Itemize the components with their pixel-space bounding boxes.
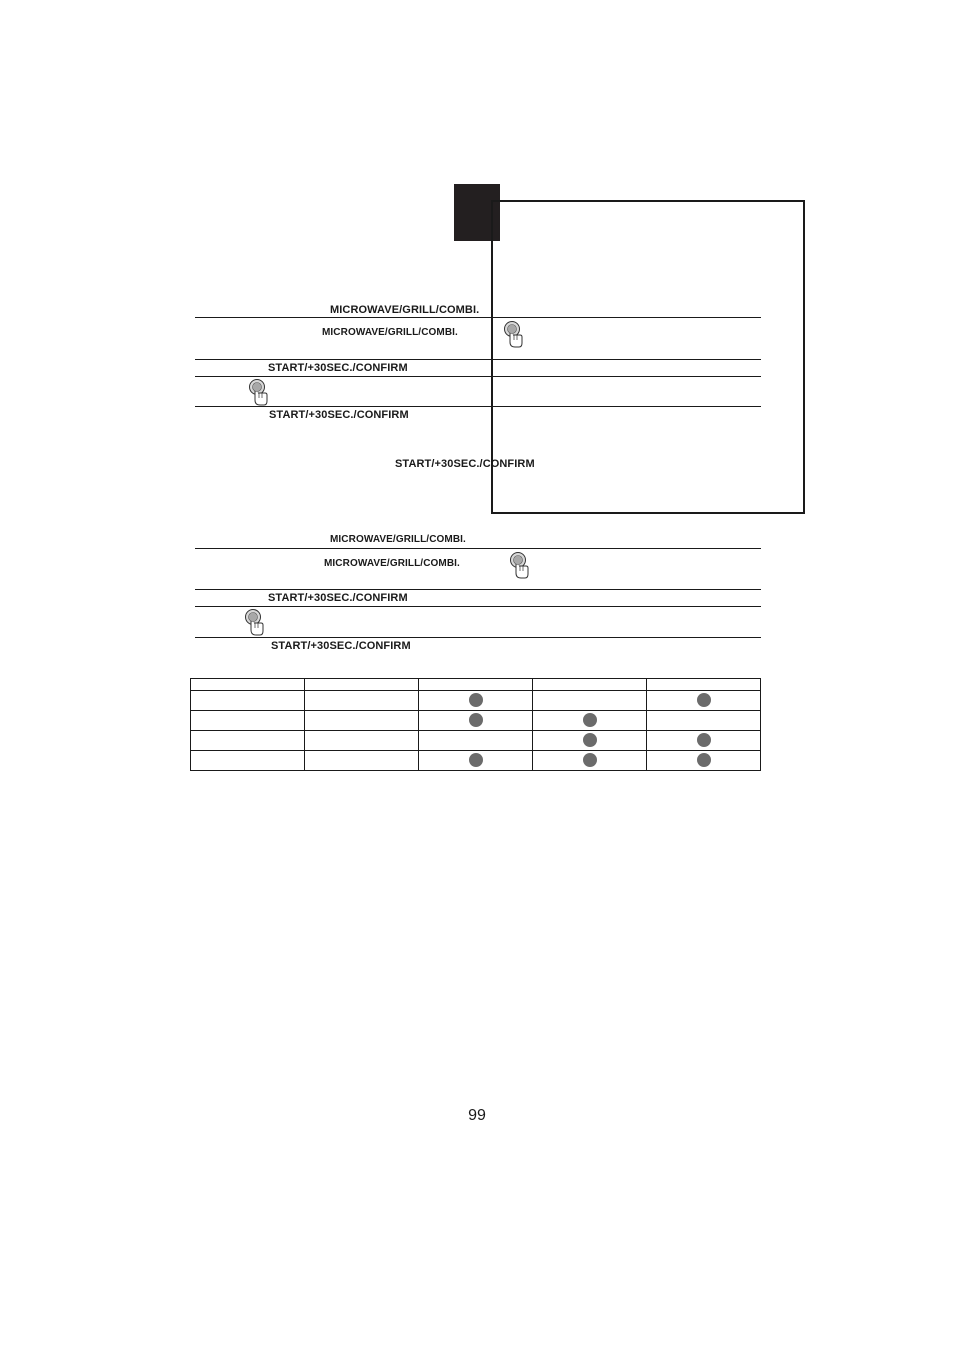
key-label-mode: MICROWAVE/GRILL/COMBI.: [330, 304, 480, 316]
dot-marker-icon: [583, 713, 597, 727]
divider: [195, 548, 761, 549]
dial-hand-icon: [242, 608, 266, 638]
dial-hand-icon: [246, 378, 270, 408]
dot-marker-icon: [697, 753, 711, 767]
table-cell: [191, 711, 305, 731]
table-cell: [533, 679, 647, 691]
mode-table: [190, 678, 761, 771]
dot-marker-icon: [469, 713, 483, 727]
table-cell: [533, 691, 647, 711]
table-row: [191, 751, 761, 771]
dot-marker-icon: [469, 693, 483, 707]
table-cell: [419, 751, 533, 771]
table-row: [191, 691, 761, 711]
key-label-start: START/+30SEC./CONFIRM: [271, 640, 411, 652]
key-label-start: START/+30SEC./CONFIRM: [269, 409, 409, 421]
key-label-mode: MICROWAVE/GRILL/COMBI.: [330, 534, 466, 545]
table-cell: [533, 751, 647, 771]
key-label-start: START/+30SEC./CONFIRM: [268, 592, 408, 604]
note-box: [491, 200, 805, 514]
table-row: [191, 711, 761, 731]
dot-marker-icon: [583, 753, 597, 767]
key-label-start: START/+30SEC./CONFIRM: [268, 362, 408, 374]
divider: [195, 359, 761, 360]
table-cell: [419, 679, 533, 691]
table-cell: [191, 751, 305, 771]
divider: [195, 606, 761, 607]
table-cell: [419, 691, 533, 711]
table-cell: [647, 679, 761, 691]
dot-marker-icon: [697, 693, 711, 707]
table-cell: [419, 711, 533, 731]
table-cell: [647, 751, 761, 771]
table-cell: [533, 711, 647, 731]
table-cell: [305, 751, 419, 771]
table-row: [191, 731, 761, 751]
dot-marker-icon: [697, 733, 711, 747]
dial-hand-icon: [507, 551, 531, 581]
table-cell: [191, 731, 305, 751]
divider: [195, 406, 761, 407]
key-label-mode: MICROWAVE/GRILL/COMBI.: [322, 327, 458, 338]
table-cell: [305, 679, 419, 691]
divider: [195, 637, 761, 638]
dial-hand-icon: [501, 320, 525, 350]
divider: [195, 376, 761, 377]
table-cell: [191, 691, 305, 711]
key-label-start: START/+30SEC./CONFIRM: [395, 458, 535, 470]
dot-marker-icon: [583, 733, 597, 747]
table-header-row: [191, 679, 761, 691]
table-cell: [191, 679, 305, 691]
dot-marker-icon: [469, 753, 483, 767]
table-cell: [647, 691, 761, 711]
table-cell: [647, 711, 761, 731]
table-cell: [305, 691, 419, 711]
table-cell: [305, 731, 419, 751]
divider: [195, 589, 761, 590]
table-cell: [305, 711, 419, 731]
page-number: 99: [468, 1107, 486, 1124]
table-cell: [647, 731, 761, 751]
table-cell: [419, 731, 533, 751]
key-label-mode: MICROWAVE/GRILL/COMBI.: [324, 558, 460, 569]
table-cell: [533, 731, 647, 751]
divider: [195, 317, 761, 318]
